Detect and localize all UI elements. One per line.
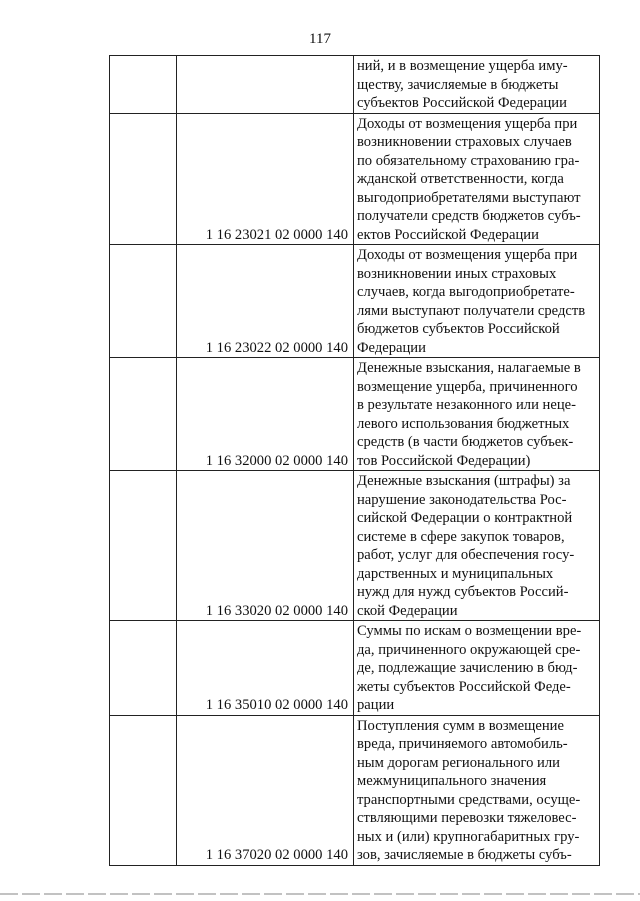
- revenue-description: [354, 471, 600, 621]
- revenue-description: [354, 245, 600, 358]
- description-line: возмещение ущерба, причиненного: [357, 378, 578, 395]
- description-line: выгодоприобретателями выступают: [357, 189, 581, 206]
- empty-cell: [110, 358, 177, 471]
- description-line: межмуниципального значения: [357, 773, 547, 789]
- classification-code: 1 16 33020 02 0000 140: [177, 471, 354, 621]
- description-line: средств (в части бюджетов субъек-: [357, 434, 574, 450]
- description-line: Доходы от возмещения ущерба при: [357, 115, 578, 132]
- table-row: [110, 113, 600, 245]
- description-line: нужд для нужд субъектов Россий-: [357, 584, 569, 600]
- description-line: возникновении иных страховых: [357, 265, 557, 282]
- description-line: дарственных и муниципальных: [357, 565, 554, 582]
- description-line: жданской ответственности, когда: [357, 171, 564, 187]
- description-line: в результате незаконного или неце-: [357, 397, 576, 413]
- description-line: рации: [357, 697, 395, 713]
- description-line: получатели средств бюджетов субъ-: [357, 208, 581, 224]
- description-line: по обязательному страхованию гра-: [357, 152, 580, 169]
- description-line: бюджетов субъектов Российской: [357, 321, 560, 337]
- empty-cell: [110, 56, 177, 114]
- page-number: 117: [309, 31, 331, 47]
- revenue-description: [354, 715, 600, 865]
- table-row: [110, 358, 600, 471]
- description-line: левого использования бюджетных: [357, 415, 570, 432]
- description-line: Федерации: [357, 339, 426, 356]
- description-line: ектов Российской Федерации: [357, 226, 539, 243]
- description-line: ных и (или) крупногабаритных гру-: [357, 828, 580, 845]
- revenue-description: [354, 56, 600, 114]
- description-line: транспортными средствами, осуще-: [357, 791, 581, 808]
- classification-code: 1 16 37020 02 0000 140: [177, 715, 354, 865]
- description-line: Доходы от возмещения ущерба при: [357, 247, 578, 263]
- description-line: субъектов Российской Федерации: [357, 95, 567, 111]
- description-line: возникновении страховых случаев: [357, 134, 572, 150]
- revenue-description: [354, 621, 600, 716]
- table-row: [110, 56, 600, 114]
- table-row: [110, 245, 600, 358]
- description-line: ществу, зачисляемые в бюджеты: [357, 76, 559, 93]
- description-line: де, подлежащие зачислению в бюд-: [357, 660, 578, 676]
- description-line: тов Российской Федерации): [357, 452, 531, 469]
- description-line: работ, услуг для обеспечения госу-: [357, 547, 575, 563]
- classification-code: 1 16 32000 02 0000 140: [177, 358, 354, 471]
- budget-codes-table: [109, 55, 600, 866]
- description-line: сийской Федерации о контрактной: [357, 510, 573, 526]
- description-line: случаев, когда выгодоприобретате-: [357, 284, 575, 300]
- description-line: системе в сфере закупок товаров,: [357, 528, 565, 545]
- description-line: ской Федерации: [357, 602, 458, 619]
- table-row: [110, 471, 600, 621]
- empty-cell: [110, 113, 177, 245]
- classification-code: 1 16 23021 02 0000 140: [177, 113, 354, 245]
- empty-cell: [110, 715, 177, 865]
- description-line: нарушение законодательства Рос-: [357, 491, 567, 508]
- description-line: ным дорогам регионального или: [357, 754, 560, 771]
- revenue-description: [354, 113, 600, 245]
- description-line: ствляющими перевозки тяжеловес-: [357, 810, 577, 826]
- description-line: вреда, причиняемого автомобиль-: [357, 736, 568, 752]
- classification-code: [177, 56, 354, 114]
- table-row: [110, 715, 600, 865]
- classification-code: 1 16 35010 02 0000 140: [177, 621, 354, 716]
- description-line: Денежные взыскания (штрафы) за: [357, 473, 571, 489]
- description-line: ний, и в возмещение ущерба иму-: [357, 58, 568, 74]
- empty-cell: [110, 621, 177, 716]
- description-line: лями выступают получатели средств: [357, 302, 586, 319]
- description-line: Денежные взыскания, налагаемые в: [357, 360, 581, 376]
- classification-code: 1 16 23022 02 0000 140: [177, 245, 354, 358]
- description-line: да, причиненного окружающей сре-: [357, 641, 581, 658]
- scan-edge: [0, 893, 640, 895]
- description-line: Поступления сумм в возмещение: [357, 717, 564, 734]
- description-line: зов, зачисляемые в бюджеты субъ-: [357, 847, 572, 863]
- description-line: Суммы по искам о возмещении вре-: [357, 623, 582, 639]
- table-row: [110, 621, 600, 716]
- revenue-description: [354, 358, 600, 471]
- description-line: жеты субъектов Российской Феде-: [357, 678, 571, 695]
- empty-cell: [110, 245, 177, 358]
- empty-cell: [110, 471, 177, 621]
